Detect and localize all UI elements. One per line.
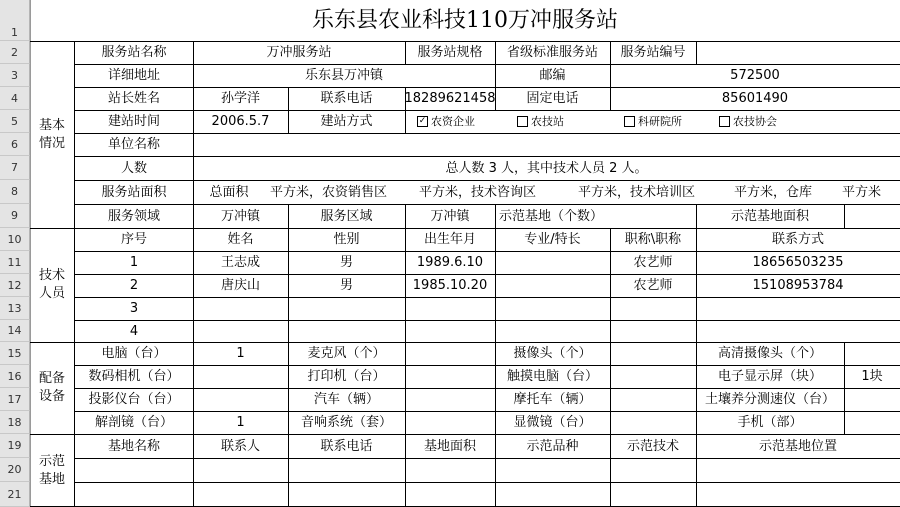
- section-demo: [30, 434, 74, 507]
- row-header[interactable]: 7: [0, 156, 30, 180]
- spec-label: 服务站规格: [417, 45, 483, 60]
- staff-sex[interactable]: [288, 297, 405, 320]
- equip-r18-c: 显微镜（台）: [513, 415, 592, 430]
- staff-sex[interactable]: 男: [339, 278, 353, 293]
- area-unit-4: 平方米，仓库: [734, 184, 813, 200]
- area-label: 服务站面积: [101, 184, 167, 200]
- director-value[interactable]: 孙学洋: [220, 91, 260, 106]
- method-option-2[interactable]: [620, 110, 720, 133]
- staff-birth[interactable]: [405, 320, 495, 342]
- equip-r17-b: 汽车（辆）: [313, 392, 379, 407]
- address-label: 详细地址: [107, 68, 160, 83]
- header-no: 序号: [120, 232, 147, 247]
- row-header[interactable]: 3: [0, 64, 30, 87]
- equip-r18-b: 音响系统（套）: [300, 415, 392, 430]
- equip-r15-a: 电脑（台）: [101, 346, 167, 361]
- staff-contact[interactable]: [696, 297, 900, 320]
- method-option-1[interactable]: [513, 110, 613, 133]
- founded-label: 建站时间: [107, 114, 160, 129]
- equip-r15-a-value[interactable]: 1: [236, 346, 245, 361]
- area-unit-3: 平方米，技术培训区: [578, 184, 696, 200]
- row-header[interactable]: 21: [0, 482, 30, 507]
- equip-r15-b: 麦克风（个）: [307, 346, 386, 361]
- staff-no: 4: [129, 323, 139, 339]
- section-tech-label: 技术人员: [38, 268, 65, 301]
- staff-major[interactable]: [495, 297, 610, 320]
- staff-birth[interactable]: 1985.10.20: [412, 278, 488, 293]
- section-demo-label: 示范基地: [38, 453, 65, 487]
- staff-major[interactable]: [495, 251, 610, 274]
- checkbox-icon[interactable]: [719, 116, 730, 127]
- staff-major[interactable]: [495, 320, 610, 342]
- number-label: 服务站编号: [620, 45, 686, 60]
- equip-r17-d: 土壤养分测速仪（台）: [704, 392, 835, 407]
- equip-r18-a-value[interactable]: 1: [236, 415, 245, 430]
- equip-r16-d: 电子显示屏（块）: [717, 369, 822, 384]
- row-header[interactable]: 15: [0, 342, 30, 365]
- header-title: 职称\职称: [624, 232, 682, 247]
- row-header[interactable]: 11: [0, 251, 30, 274]
- staff-contact[interactable]: 15108953784: [752, 278, 844, 293]
- header-birth: 出生年月: [423, 232, 476, 247]
- staff-title[interactable]: 农艺师: [633, 278, 673, 293]
- field-value[interactable]: 万冲镇: [220, 208, 260, 224]
- demo-header-6: 示范基地位置: [758, 438, 837, 454]
- staff-title[interactable]: 农艺师: [633, 255, 673, 270]
- row-header[interactable]: 2: [0, 41, 30, 64]
- header-contact: 联系方式: [771, 232, 824, 247]
- method-option-label: 农资企业: [431, 115, 475, 128]
- checkbox-checked-icon[interactable]: ✓: [418, 116, 427, 126]
- sheet-title: 乐东县农业科技110万冲服务站: [312, 7, 618, 33]
- staff-name[interactable]: [193, 297, 288, 320]
- staff-name[interactable]: 王志成: [220, 255, 260, 270]
- section-basic-label: 基本情况: [38, 117, 65, 151]
- equip-r16-a: 数码相机（台）: [88, 369, 180, 384]
- founded-value[interactable]: 2006.5.7: [211, 114, 270, 129]
- row-header[interactable]: 9: [0, 204, 30, 228]
- name-value[interactable]: 万冲服务站: [266, 45, 332, 60]
- staff-birth[interactable]: 1989.6.10: [416, 255, 484, 270]
- staff-title[interactable]: [610, 297, 696, 320]
- staff-birth[interactable]: [405, 297, 495, 320]
- staff-name[interactable]: 唐庆山: [220, 278, 260, 293]
- landline-value[interactable]: 85601490: [721, 91, 789, 106]
- phone-label: 联系电话: [320, 91, 373, 106]
- demo-header-0: 基地名称: [107, 438, 160, 454]
- demo-header-1: 联系人: [220, 438, 260, 454]
- landline-label: 固定电话: [526, 91, 579, 106]
- staff-name[interactable]: [193, 320, 288, 342]
- row-header[interactable]: 1: [0, 0, 30, 41]
- field-label: 服务领域: [107, 208, 160, 224]
- staff-no: 1: [129, 255, 139, 270]
- method-option-0[interactable]: [413, 110, 513, 133]
- address-value[interactable]: 乐东县万冲镇: [304, 68, 383, 83]
- equip-r15-c: 摄像头（个）: [513, 346, 592, 361]
- staff-sex[interactable]: 男: [339, 255, 353, 270]
- demo-header-5: 示范技术: [626, 438, 679, 454]
- section-equip-label: 配备设备: [38, 371, 65, 404]
- row-header[interactable]: 19: [0, 434, 30, 458]
- row-header[interactable]: 5: [0, 110, 30, 133]
- staff-no: 2: [129, 278, 139, 293]
- row-header[interactable]: 17: [0, 388, 30, 411]
- equip-r17-c: 摩托车（辆）: [513, 392, 592, 407]
- area-unit-1: 平方米，农资销售区: [270, 184, 388, 200]
- row-header[interactable]: 6: [0, 133, 30, 156]
- people-label: 人数: [120, 160, 147, 176]
- region-value[interactable]: 万冲镇: [430, 208, 470, 224]
- unit-label: 单位名称: [107, 137, 160, 152]
- header-name: 姓名: [227, 232, 254, 247]
- header-sex: 性别: [333, 232, 360, 247]
- row-header[interactable]: 14: [0, 320, 30, 342]
- row-header[interactable]: 18: [0, 411, 30, 434]
- area-unit-2: 平方米，技术咨询区: [419, 184, 537, 200]
- area-total: 总面积: [209, 184, 249, 200]
- staff-no: 3: [129, 301, 139, 316]
- checkbox-icon[interactable]: [624, 116, 635, 127]
- phone-value[interactable]: 18289621458: [404, 91, 496, 106]
- row-header[interactable]: 4: [0, 87, 30, 110]
- staff-major[interactable]: [495, 274, 610, 297]
- equip-r16-d-value[interactable]: 1块: [861, 369, 883, 384]
- equip-r15-d: 高清摄像头（个）: [717, 346, 822, 361]
- row-header[interactable]: 10: [0, 228, 30, 251]
- method-option-label: 农技站: [531, 115, 564, 128]
- equip-r16-b: 打印机（台）: [307, 369, 386, 384]
- spec-value[interactable]: 省级标准服务站: [506, 45, 598, 60]
- section-basic: [30, 41, 74, 228]
- demo-area-label: 示范基地面积: [730, 208, 809, 224]
- director-label: 站长姓名: [107, 91, 160, 106]
- method-option-3[interactable]: [715, 110, 825, 133]
- postcode-label: 邮编: [539, 68, 566, 83]
- demo-header-3: 基地面积: [423, 438, 476, 454]
- row-header[interactable]: 13: [0, 297, 30, 320]
- equip-r18-d: 手机（部）: [737, 415, 803, 430]
- method-option-label: 科研院所: [638, 115, 682, 128]
- name-label: 服务站名称: [101, 45, 167, 60]
- method-label: 建站方式: [320, 114, 373, 129]
- staff-title[interactable]: [610, 320, 696, 342]
- demo-header-4: 示范品种: [526, 438, 579, 454]
- staff-contact[interactable]: [696, 320, 900, 342]
- equip-r17-a: 投影仪台（台）: [88, 392, 180, 407]
- row-header[interactable]: 8: [0, 180, 30, 204]
- header-major: 专业/特长: [524, 232, 581, 247]
- people-value[interactable]: 总人数 3 人，其中技术人员 2 人。: [445, 160, 648, 176]
- region-label: 服务区域: [320, 208, 373, 224]
- row-header[interactable]: 16: [0, 365, 30, 388]
- staff-sex[interactable]: [288, 320, 405, 342]
- area-unit-5: 平方米: [842, 184, 882, 200]
- method-option-label: 农技协会: [733, 115, 777, 128]
- section-tech: [30, 228, 74, 342]
- demo-header-2: 联系电话: [320, 438, 373, 454]
- demo-count-label: 示范基地（个数）: [499, 208, 604, 224]
- equip-r16-c: 触摸电脑（台）: [506, 369, 598, 384]
- row-header[interactable]: 20: [0, 458, 30, 482]
- checkbox-icon[interactable]: [517, 116, 528, 127]
- staff-contact[interactable]: 18656503235: [752, 255, 844, 270]
- equip-r18-a: 解剖镜（台）: [94, 415, 173, 430]
- section-equip: [30, 342, 74, 434]
- postcode-value[interactable]: 572500: [730, 68, 780, 83]
- row-header[interactable]: 12: [0, 274, 30, 297]
